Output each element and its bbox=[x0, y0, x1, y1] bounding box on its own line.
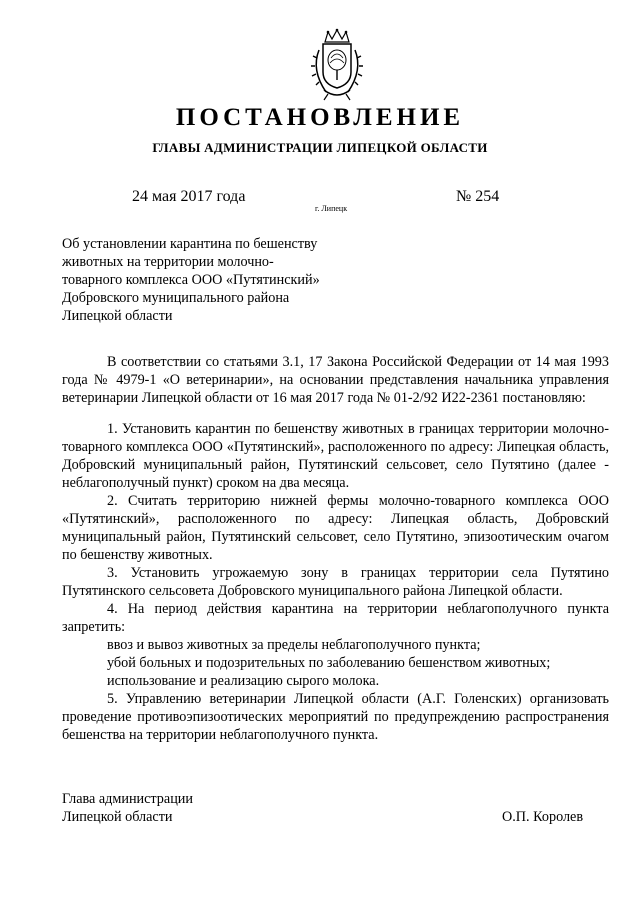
item-1: 1. Установить карантин по бешенству животных в границах территории молочно-товарного комплекса ООО «Путятинский», расположенного по адресу: Липецкая область, Добровский муниципальный район, Путятинский сельсовет, село Путятино (далее - неблагополучный пункт) сроком на два месяца. bbox=[62, 421, 609, 491]
subject-line: Об установлении карантина по бешенству bbox=[62, 236, 318, 252]
item-3: 3. Установить угрожаемую зону в границах территории села Путятино Путятинского сельсовета Добровского муниципального района Липецкой области. bbox=[62, 565, 609, 599]
document-city: г. Липецк bbox=[315, 204, 348, 213]
document-number: № 254 bbox=[456, 188, 500, 205]
document-title: ПОСТАНОВЛЕНИЕ bbox=[175, 104, 465, 131]
signature-position bbox=[62, 790, 193, 826]
item-4-c: использование и реализацию сырого молока. bbox=[107, 673, 380, 689]
preamble: В соответствии со статьями 3.1, 17 Закона Российской Федерации от 14 мая 1993 года № 4979-1 «О ветеринарии», на основании представления начальника управления ветеринарии Липецкой области от 16 мая 2017 года № 01-2/92 И22-2361 постановляю: bbox=[62, 354, 609, 406]
signature-position-line: Глава администрации bbox=[62, 791, 193, 807]
document-body bbox=[62, 353, 609, 744]
subject-line: Липецкой области bbox=[62, 308, 173, 324]
item-4-b: убой больных и подозрительных по заболеванию бешенством животных; bbox=[107, 655, 551, 671]
subject-line: Добровского муниципального района bbox=[62, 290, 290, 306]
item-4: 4. На период действия карантина на территории неблагополучного пункта запретить: bbox=[62, 601, 609, 635]
signature-name: О.П. Королев bbox=[502, 809, 584, 825]
item-5: 5. Управлению ветеринарии Липецкой области (А.Г. Голенских) организовать проведение противоэпизоотических мероприятий по предупреждению распространения бешенства на территории неблагополучного пункта. bbox=[62, 691, 609, 743]
item-4-a: ввоз и вывоз животных за пределы неблагополучного пункта; bbox=[107, 637, 481, 653]
document-date: 24 мая 2017 года bbox=[132, 188, 246, 205]
signature-position-line: Липецкой области bbox=[62, 809, 173, 825]
document-subtitle: ГЛАВЫ АДМИНИСТРАЦИИ ЛИПЕЦКОЙ ОБЛАСТИ bbox=[152, 140, 488, 155]
coat-of-arms-icon bbox=[298, 28, 376, 104]
subject-line: товарного комплекса ООО «Путятинский» bbox=[62, 272, 320, 288]
item-2: 2. Считать территорию нижней фермы молочно-товарного комплекса ООО «Путятинский», расположенного по адресу: Липецкая область, Добровский муниципальный район, Путятинский сельсовет, село Путятино, эпизоотическим очагом по бешенству животных. bbox=[62, 493, 609, 563]
subject-line: животных на территории молочно- bbox=[62, 254, 274, 270]
document-subject bbox=[62, 235, 362, 325]
